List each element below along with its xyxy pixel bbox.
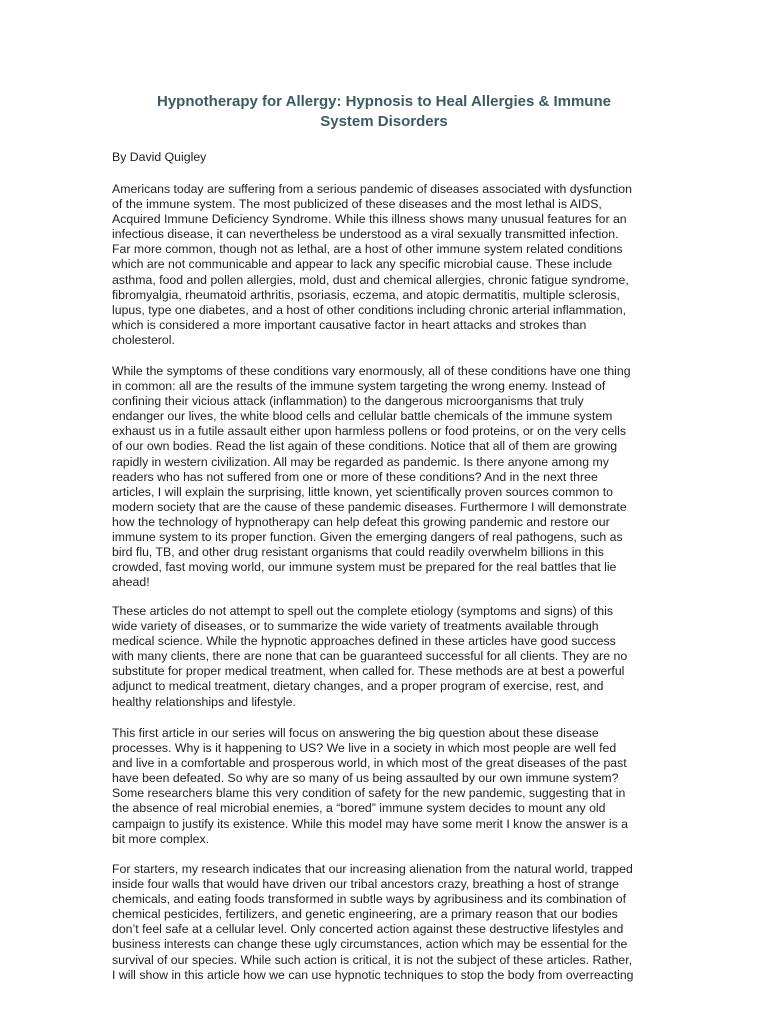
text-line: and live in a comfortable and prosperous world, in which most of the great diseases of the past (112, 756, 627, 771)
text-line: medical science. While the hypnotic approaches defined in these articles have good success (112, 634, 616, 649)
text-line: Some researchers blame this very condition of safety for the new pandemic, suggesting that in (112, 786, 626, 801)
text-line: of our own bodies. Read the list again of these conditions. Notice that all of them are growing (112, 439, 618, 454)
text-line: wide variety of diseases, or to summarize the wide variety of treatments available through (112, 619, 599, 634)
text-line: immune system to its proper function. Given the emerging dangers of real pathogens, such as (112, 530, 623, 545)
text-line: adjunct to medical treatment, dietary changes, and a proper program of exercise, rest, and (112, 679, 604, 694)
text-line: the absence of real microbial enemies, a “bored” immune system decides to mount any old (112, 801, 606, 816)
text-line: Far more common, though not as lethal, are a host of other immune system related conditions (112, 242, 623, 257)
text-line: readers who has not suffered from one or more of these conditions? And in the next three (112, 469, 598, 484)
text-line: This first article in our series will focus on answering the big question about these disease (112, 726, 599, 740)
paragraph-4 (112, 726, 660, 847)
text-line: have been defeated. So why are so many of us being assaulted by our own immune system? (112, 771, 619, 786)
text-line: survival of our species. While such action is critical, it is not the subject of these articles. Rather, (112, 952, 633, 967)
text-line: processes. Why is it happening to US? We live in a society in which most people are well fed (112, 741, 617, 756)
text-line: cholesterol. (112, 332, 175, 347)
text-line: with many clients, there are none that can be guaranteed successful for all clients. They are no (112, 649, 628, 664)
text-line: lupus, type one diabetes, and a host of other conditions including chronic arterial inflammation, (112, 302, 627, 317)
paragraph-5 (112, 862, 660, 983)
text-line: infectious disease, it can nevertheless be understood as a viral sexually transmitted infection. (112, 227, 619, 242)
text-line: These articles do not attempt to spell out the complete etiology (symptoms and signs) of this (112, 604, 614, 618)
text-line: endanger our lives, the white blood cells and cellular battle chemicals of the immune system (112, 409, 613, 424)
text-line: inside four walls that would have driven our tribal ancestors crazy, breathing a host of strange (112, 877, 619, 892)
text-line: don’t feel safe at a cellular level. Only concerted action against these destructive lifestyles and (112, 922, 624, 937)
text-line: I will show in this article how we can use hypnotic techniques to stop the body from overreacting (112, 967, 634, 982)
document-title (100, 92, 668, 132)
text-line: exhaust us in a futile assault either upon harmless pollens or food proteins, or on the very cells (112, 424, 627, 439)
text-line: confining their vicious attack (inflammation) to the dangerous microorganisms that truly (112, 394, 584, 409)
text-line: bird flu, TB, and other drug resistant organisms that could readily overwhelm billions in this (112, 545, 604, 560)
text-line: chemical pesticides, fertilizers, and genetic engineering, are a primary reason that our bodies (112, 907, 618, 922)
paragraph-3 (112, 604, 660, 710)
text-line: substitute for proper medical treatment, when called for. These methods are at best a powerful (112, 664, 625, 679)
text-line: which are not communicable and appear to lack any specific microbial cause. These include (112, 257, 613, 272)
text-line: business interests can change these ugly circumstances, action which may be essential for the (112, 937, 628, 952)
text-line: campaign to justify its existence. While this model may have some merit I know the answer is a (112, 816, 628, 831)
text-line: Acquired Immune Deficiency Syndrome. While this illness shows many unusual features for an (112, 212, 627, 227)
text-line: ahead! (112, 575, 150, 590)
text-line: modern society that are the cause of these pandemic diseases. Furthermore I will demonstrate (112, 499, 627, 514)
text-line: bit more complex. (112, 831, 210, 846)
text-line: For starters, my research indicates that our increasing alienation from the natural world, trapped (112, 862, 633, 876)
text-line: chemicals, and eating foods transformed in subtle ways by agribusiness and its combination of (112, 892, 627, 907)
title-line: Hypnotherapy for Allergy: Hypnosis to Heal Allergies & Immune (157, 93, 611, 110)
text-line: crowded, fast moving world, our immune system must be prepared for the real battles that lie (112, 560, 617, 575)
text-line: healthy relationships and lifestyle. (112, 694, 296, 709)
text-line: how the technology of hypnotherapy can help defeat this growing pandemic and restore our (112, 514, 610, 529)
title-line: System Disorders (320, 113, 448, 130)
text-line: articles, I will explain the surprising, little known, yet scientifically proven sources common to (112, 484, 613, 499)
text-line: rapidly in western civilization. All may be regarded as pandemic. Is there anyone among my (112, 454, 609, 469)
text-line: Americans today are suffering from a serious pandemic of diseases associated with dysfunction (112, 182, 632, 196)
text-line: asthma, food and pollen allergies, mold, dust and chemical allergies, chronic fatigue syndrome, (112, 272, 629, 287)
text-line: fibromyalgia, rheumatoid arthritis, psoriasis, eczema, and atopic dermatitis, multiple sclerosis, (112, 287, 620, 302)
text-line: which is considered a more important causative factor in heart attacks and strokes than (112, 317, 587, 332)
paragraph-1 (112, 182, 660, 348)
text-line: of the immune system. The most publicized of these diseases and the most lethal is AIDS, (112, 197, 602, 212)
text-line: in common: all are the results of the immune system targeting the wrong enemy. Instead of (112, 379, 606, 394)
author-byline: By David Quigley (112, 150, 207, 164)
paragraph-2 (112, 364, 660, 590)
text-line: While the symptoms of these conditions vary enormously, all of these conditions have one thing (112, 364, 631, 378)
